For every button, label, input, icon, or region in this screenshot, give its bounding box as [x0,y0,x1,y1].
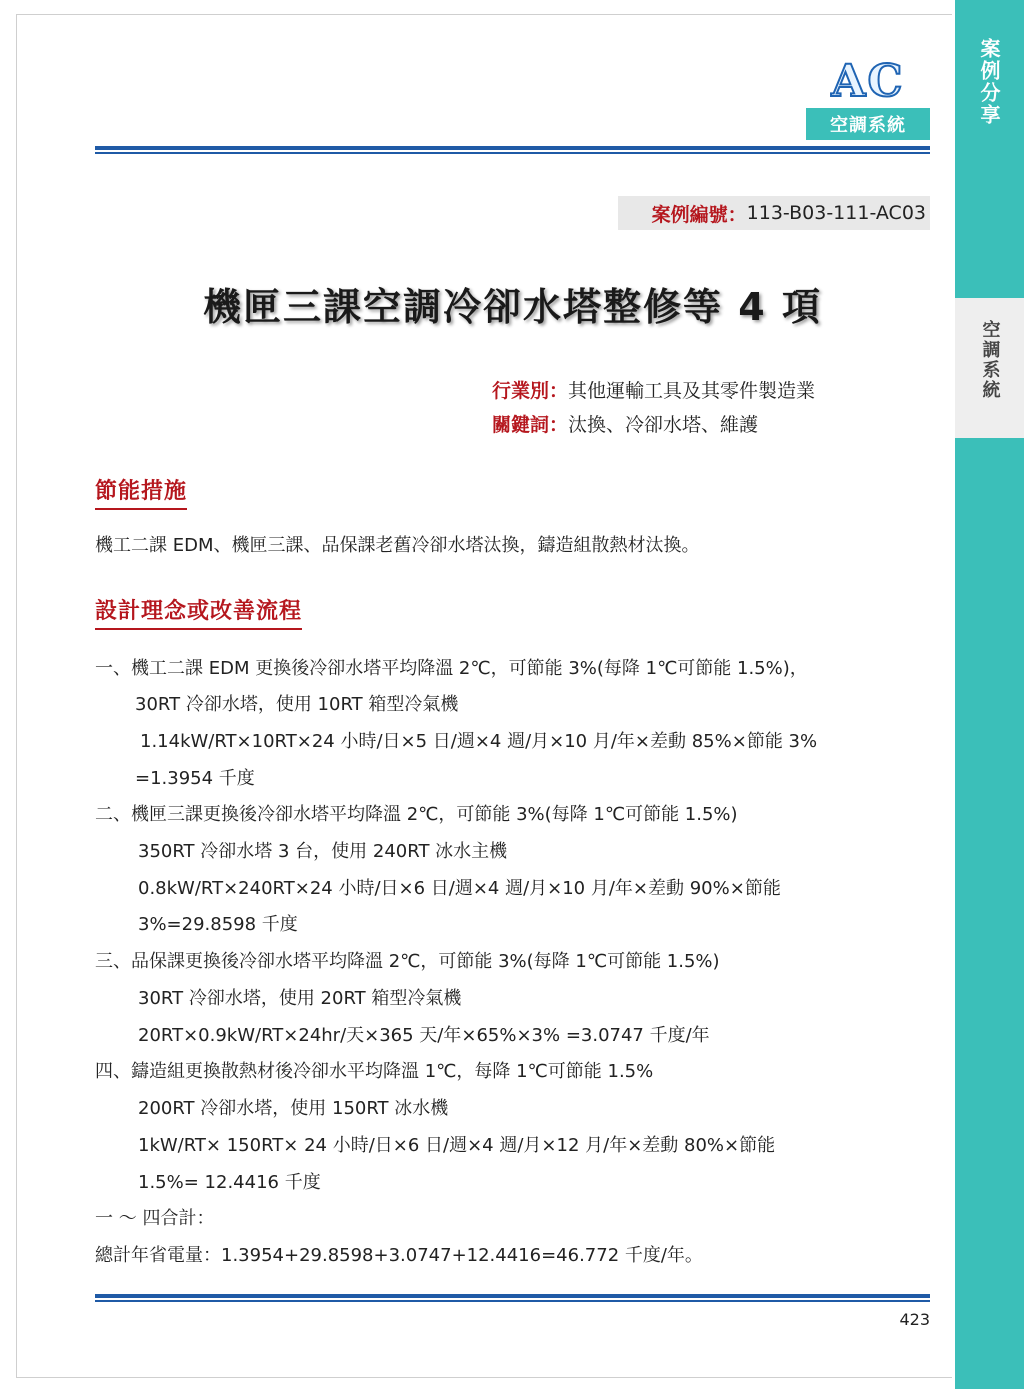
side-tab-case-share-label: 案例分享 [977,38,1001,126]
design-line: 200RT 冷卻水塔，使用 150RT 冰水機 [138,1098,449,1119]
ac-logo-label: 空調系統 [806,108,930,140]
design-total-line: 總計年省電量：1.3954+29.8598+3.0747+12.4416=46.772 千度/年。 [95,1245,703,1266]
measures-heading: 節能措施 [95,474,187,510]
industry-row [492,376,815,403]
keywords-value: 汰換、冷卻水塔、維護 [568,414,759,436]
page-title: 機匣三課空調冷卻水塔整修等 4 項 [203,285,822,329]
design-line: 1.14kW/RT×10RT×24 小時/日×5 日/週×4 週/月×10 月/年×差動 85%×節能 3% [140,731,818,752]
industry-value: 其他運輸工具及其零件製造業 [568,380,816,402]
side-tab-case-share [955,38,1024,156]
case-number-value: 113-B03-111-AC03 [746,202,926,224]
design-line: 20RT×0.9kW/RT×24hr/天×365 天/年×65%×3% =3.0747 千度/年 [138,1025,710,1046]
side-color-band [955,0,1024,1389]
design-line: 二、機匣三課更換後冷卻水塔平均降溫 2℃，可節能 3%(每降 1℃可節能 1.5%) [95,804,738,825]
industry-label: 行業別： [492,380,569,402]
design-line: 一、機工二課 EDM 更換後冷卻水塔平均降溫 2℃，可節能 3%(每降 1℃可節能 1.5%)， [95,658,808,679]
keywords-row [492,410,758,437]
design-line: =1.3954 千度 [135,768,255,789]
design-line: 30RT 冷卻水塔，使用 10RT 箱型冷氣機 [135,694,459,715]
design-heading: 設計理念或改善流程 [95,594,302,630]
keywords-label: 關鍵詞： [492,414,569,436]
design-line: 一 ～ 四合計： [95,1208,215,1229]
design-line: 30RT 冷卻水塔，使用 20RT 箱型冷氣機 [138,988,462,1009]
design-line: 1.5%= 12.4416 千度 [138,1172,321,1193]
footer-rule [95,1294,930,1302]
design-line: 0.8kW/RT×240RT×24 小時/日×6 日/週×4 週/月×10 月/年×差動 90%×節能 [138,878,781,899]
design-line: 3%=29.8598 千度 [138,914,298,935]
design-line: 350RT 冷卻水塔 3 台，使用 240RT 冰水主機 [138,841,508,862]
design-line: 四、鑄造組更換散熱材後冷卻水平均降溫 1℃，每降 1℃可節能 1.5% [95,1061,654,1082]
side-tab-ac-system [955,298,1024,438]
design-line: 三、品保課更換後冷卻水塔平均降溫 2℃，可節能 3%(每降 1℃可節能 1.5%) [95,951,720,972]
design-line: 1kW/RT× 150RT× 24 小時/日×6 日/週×4 週/月×12 月/年×差動 80%×節能 [138,1135,776,1156]
header-rule [95,146,930,154]
case-number-label: 案例編號： [651,203,747,226]
side-tab-ac-system-label: 空調系統 [979,320,1001,400]
ac-logo: AC [831,56,905,107]
page-number: 423 [899,1310,930,1329]
measures-text: 機工二課 EDM、機匣三課、品保課老舊冷卻水塔汰換，鑄造組散熱材汰換。 [95,535,700,556]
case-number-box [618,196,930,230]
